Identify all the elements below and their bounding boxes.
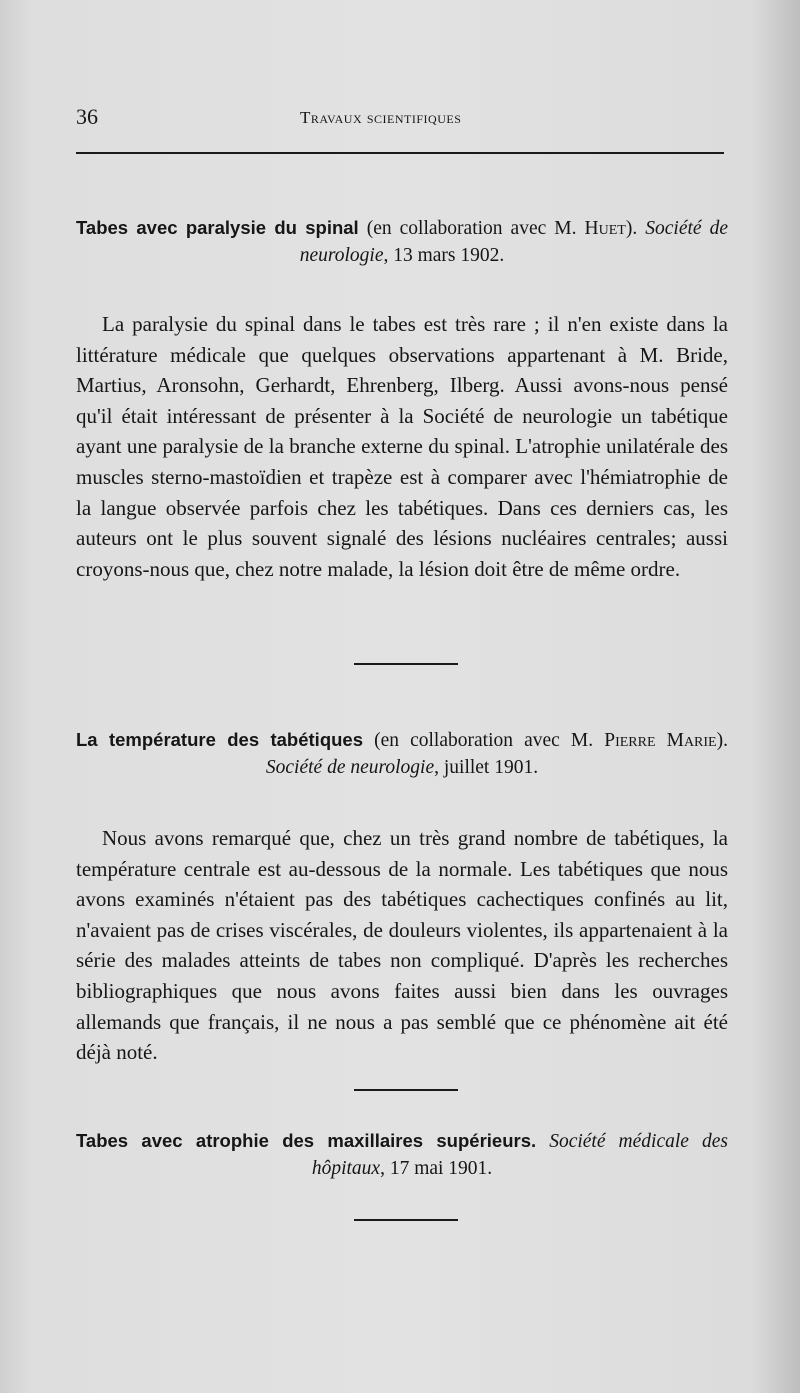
article-date: , 13 mars 1902. — [383, 245, 505, 266]
article-heading — [76, 1127, 728, 1182]
author-close: ). — [625, 218, 646, 239]
article-source: Société de neurologie — [299, 218, 728, 266]
header-rule — [76, 152, 724, 154]
article-body: La paralysie du spinal dans le tabes est très rare ; il n'en existe dans la littérature médicale que quelques observations appartenant à M. Bride, Martius, Aronsohn, Gerhardt, Ehrenberg, Ilberg. Aussi avons-nous pensé qu'il était intéressant de présenter à la Société de neurologie un tabétique ayant une paralysie de la branche externe du spinal. L'atrophie unilatérale des muscles sterno-mastoïdien et trapèze est à comparer avec l'hémiatrophie de la langue observée parfois chez les tabétiques. Dans ces derniers cas, les auteurs ont le plus souvent signalé des lésions nucléaires centrales; aussi croyons-nous que, chez notre malade, la lésion doit être de même ordre. — [76, 312, 728, 581]
article-heading — [76, 214, 728, 269]
separator-rule — [354, 1089, 458, 1091]
collaboration-text — [536, 1131, 549, 1152]
separator-rule — [354, 663, 458, 665]
collaboration-text: (en collaboration avec M. — [358, 218, 585, 239]
author-name: Pierre Marie — [604, 730, 717, 751]
article-maxillaires — [76, 1127, 728, 1182]
article-date: , juillet 1901. — [434, 757, 539, 778]
author-name: Huet — [584, 218, 626, 239]
author-close: ). — [716, 730, 728, 751]
running-head — [0, 100, 800, 140]
collaboration-text: (en collaboration avec M. — [363, 730, 605, 751]
article-date: , 17 mai 1901. — [380, 1158, 493, 1179]
page-number: 36 — [76, 104, 98, 129]
running-title: Travaux scientifiques — [300, 108, 462, 127]
article-spinal — [76, 214, 728, 584]
article-body: Nous avons remarqué que, chez un très grand nombre de tabétiques, la température centrale est au-dessous de la normale. Les tabétiques que nous avons examinés n'étaient pas des tabétiques cachectiques confinés au lit, n'avaient pas de crises viscérales, de douleurs violentes, ils appartenaient à la série des malades atteints de tabes non compliqué. D'après les recherches bibliographiques que nous avons faites aussi bien dans les ouvrages allemands que français, il ne nous a pas semblé que ce phénomène ait été déjà noté. — [76, 826, 728, 1065]
article-temperature — [76, 726, 728, 1068]
article-title: La température des tabétiques — [76, 729, 364, 750]
article-source: Société de neurologie — [265, 757, 435, 778]
separator-rule — [354, 1219, 458, 1221]
article-title: Tabes avec paralysie du spinal — [76, 217, 359, 238]
article-source: Société médicale des hôpitaux — [311, 1131, 728, 1179]
article-title: Tabes avec atrophie des maxillaires supérieurs. — [76, 1130, 537, 1151]
article-heading — [76, 726, 728, 781]
